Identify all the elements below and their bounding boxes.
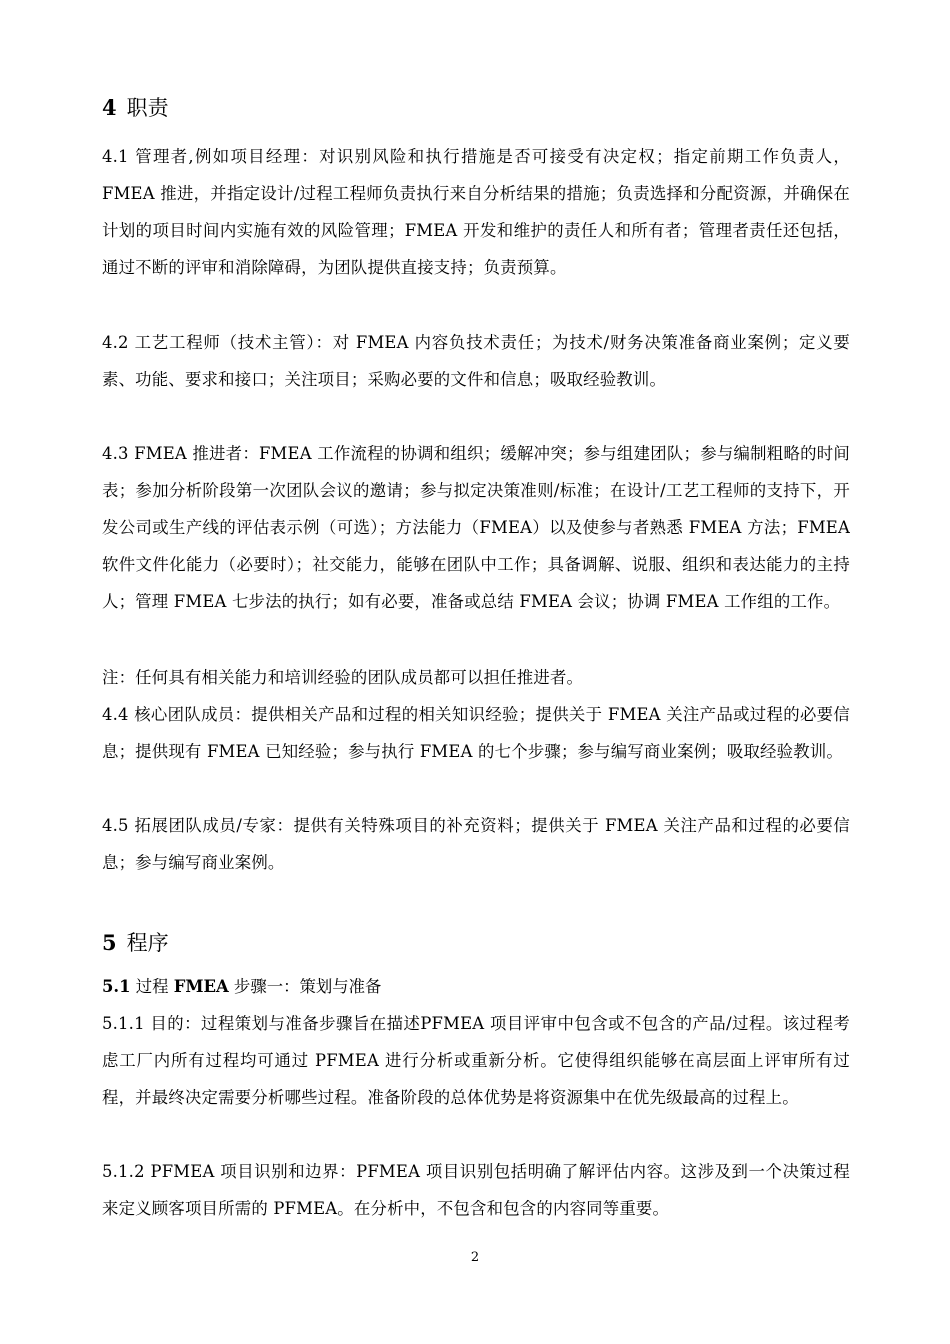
subheading-text: 过程 <box>130 977 174 996</box>
section-number: 4 <box>102 95 117 120</box>
subheading-text-2: 步骤一：策划与准备 <box>228 977 382 996</box>
paragraph-4-4: 4.4 核心团队成员：提供相关产品和过程的相关知识经验；提供关于 FMEA 关注产品或过程的必要信息；提供现有 FMEA 已知经验；参与执行 FMEA 的七个步骤；参与编写商业案例；吸取经验教训。 <box>102 705 850 761</box>
paragraph-4-1: 4.1 管理者,例如项目经理：对识别风险和执行措施是否可接受有决定权；指定前期工作负责人，FMEA 推进，并指定设计/过程工程师负责执行来自分析结果的措施；负责选择和分配资源，并确保在计划的项目时间内实施有效的风险管理；FMEA 开发和维护的责任人和所有者；管理者责任还包括，通过不断的评审和消除障碍，为团队提供直接支持；负责预算。 <box>102 147 850 277</box>
paragraph-5-1-1: 5.1.1 目的：过程策划与准备步骤旨在描述PFMEA 项目评审中包含或不包含的产品/过程。该过程考虑工厂内所有过程均可通过 PFMEA 进行分析或重新分析。它使得组织能够在高层面上评审所有过程，并最终决定需要分析哪些过程。准备阶段的总体优势是将资源集中在优先级最高的过程上。 <box>102 1014 850 1107</box>
paragraph-4-3: 4.3 FMEA 推进者：FMEA 工作流程的协调和组织；缓解冲突；参与组建团队；参与编制粗略的时间表；参加分析阶段第一次团队会议的邀请；参与拟定决策准则/标准；在设计/工艺工程师的支持下，开发公司或生产线的评估表示例（可选）；方法能力（FMEA）以及使参与者熟悉 FMEA 方法；FMEA 软件文件化能力（必要时）；社交能力，能够在团队中工作；具备调解、说服、组织和表达能力的主持人；管理 FMEA 七步法的执行；如有必要，准备或总结 FMEA 会议；协调 FMEA 工作组的工作。 <box>102 444 850 611</box>
subheading-number: 5.1 <box>102 977 131 996</box>
note-paragraph: 注：任何具有相关能力和培训经验的团队成员都可以担任推进者。 <box>102 668 584 687</box>
section-4-heading <box>102 94 169 122</box>
paragraph-4-2: 4.2 工艺工程师（技术主管）：对 FMEA 内容负技术责任；为技术/财务决策准备商业案例；定义要素、功能、要求和接口；关注项目；采购必要的文件和信息；吸取经验教训。 <box>102 333 850 389</box>
section-title: 职责 <box>126 96 169 120</box>
page-number: 2 <box>470 1250 480 1265</box>
subheading-fmea: FMEA <box>173 977 229 996</box>
subheading-5-1 <box>102 968 381 1005</box>
paragraph-4-5: 4.5 拓展团队成员/专家：提供有关特殊项目的补充资料；提供关于 FMEA 关注产品和过程的必要信息；参与编写商业案例。 <box>102 816 850 872</box>
section-number: 5 <box>102 930 117 955</box>
section-5-heading <box>102 929 169 957</box>
section-title: 程序 <box>126 931 169 955</box>
paragraph-5-1-2: 5.1.2 PFMEA 项目识别和边界：PFMEA 项目识别包括明确了解评估内容。这涉及到一个决策过程来定义顾客项目所需的 PFMEA。在分析中，不包含和包含的内容同等重要。 <box>102 1162 850 1218</box>
